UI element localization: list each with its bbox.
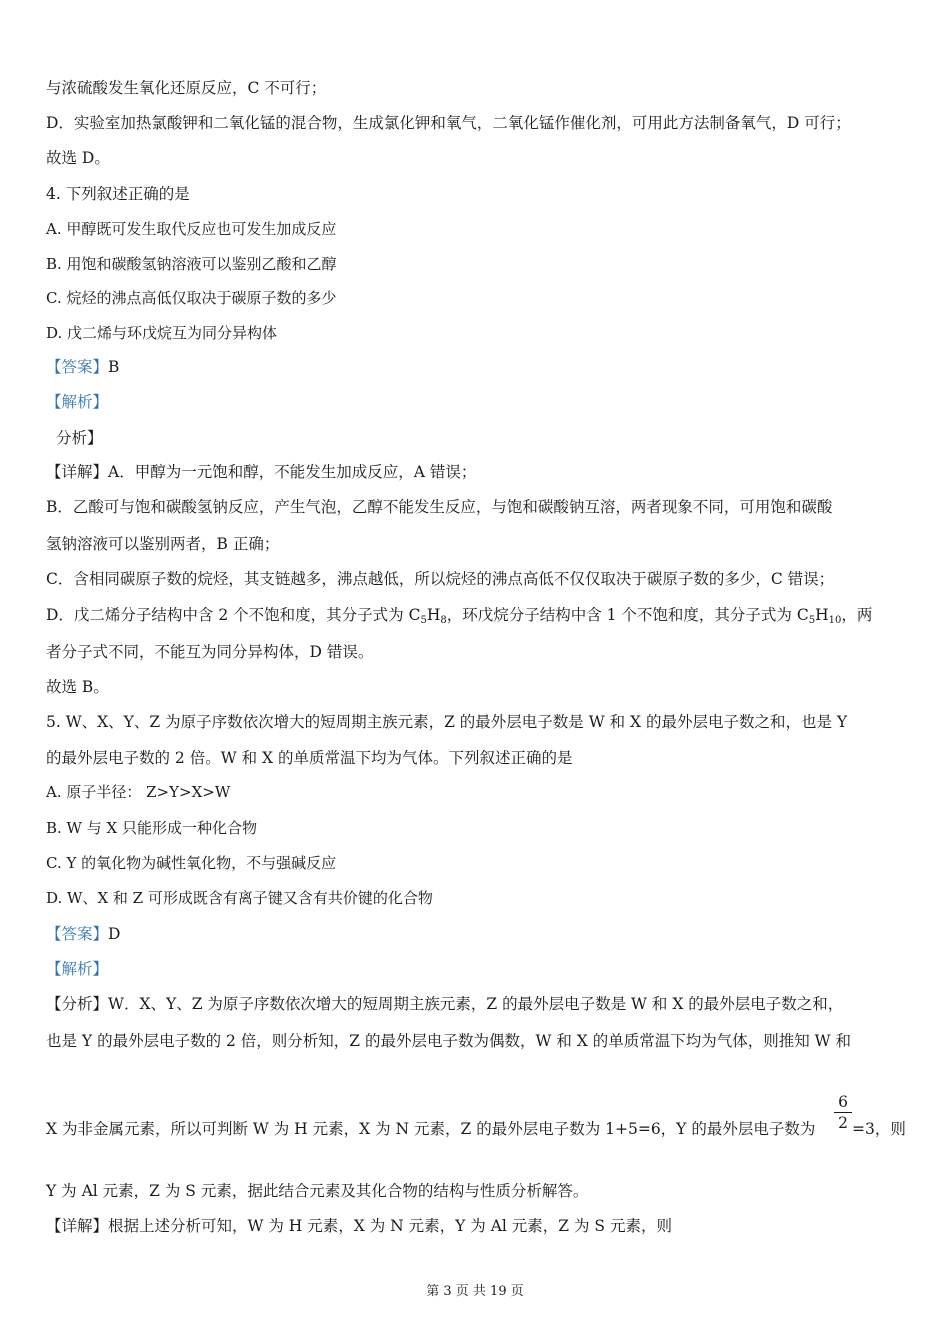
answer-tag: 【答案】 [46, 358, 109, 376]
detail-d-text: D．戊二烯分子结构中含 2 个不饱和度，其分子式为 C [46, 606, 421, 624]
detail-d-text: H [426, 606, 441, 624]
q5-detail [46, 1216, 672, 1236]
q4-analysis-tag: 【解析】 [46, 393, 109, 411]
q5-option-d: D. W、X 和 Z 可形成既含有离子键又含有共价键的化合物 [46, 889, 433, 907]
q4-detail-b2: 氢钠溶液可以鉴别两者，B 正确； [46, 535, 280, 553]
q4-detail-d1 [46, 605, 872, 631]
answer-tag: 【答案】 [46, 925, 109, 943]
q5-fenxi-1 [46, 994, 843, 1014]
q4-detail-d2: 者分子式不同，不能互为同分异构体，D 错误。 [46, 643, 374, 661]
q5-option-a: A. 原子半径： Z>Y>X>W [46, 783, 231, 801]
detail-d-text: ，环戊烷分子结构中含 1 个不饱和度，其分子式为 C [446, 606, 809, 624]
question-5-stem-1: 5. W、X、Y、Z 为原子序数依次增大的短周期主族元素，Z 的最外层电子数是 W 和 X 的最外层电子数之和，也是 Y [46, 713, 848, 731]
q5-answer [46, 924, 120, 944]
detail-text: A．甲醇为一元饱和醇，不能发生加成反应，A 错误； [108, 463, 477, 481]
subscript: 5 [420, 615, 427, 626]
subscript: 8 [440, 615, 447, 626]
q5-fenxi-4: Y 为 Al 元素，Z 为 S 元素，据此结合元素及其化合物的结构与性质分析解答。 [46, 1182, 589, 1200]
fenxi-tag: 【分析】 [46, 995, 109, 1013]
fraction-bar [834, 1112, 852, 1113]
detail-d-text: ，两 [841, 606, 873, 624]
fraction [834, 1093, 852, 1132]
answer-value: D [108, 925, 121, 943]
text-line: 与浓硫酸发生氧化还原反应，C 不可行； [46, 79, 327, 97]
text-line: 故选 D。 [46, 149, 110, 167]
q5-option-b: B. W 与 X 只能形成一种化合物 [46, 819, 257, 837]
detail-tag: 【详解】 [46, 1217, 109, 1235]
q4-conclusion: 故选 B。 [46, 678, 109, 696]
q5-fenxi-3: X 为非金属元素，所以可判断 W 为 H 元素，X 为 N 元素，Z 的最外层电子数为 1+5=6，Y 的最外层电子数为 [46, 1120, 816, 1138]
q4-detail-c: C．含相同碳原子数的烷烃，其支链越多，沸点越低，所以烷烃的沸点高低不仅仅取决于碳原子数的多少，C 错误； [46, 570, 835, 588]
q4-detail-a [46, 462, 476, 482]
q4-option-c: C. 烷烃的沸点高低仅取决于碳原子数的多少 [46, 289, 337, 307]
question-4-stem: 4. 下列叙述正确的是 [46, 185, 190, 203]
subscript: 5 [808, 615, 816, 626]
question-5-stem-2: 的最外层电子数的 2 倍。W 和 X 的单质常温下均为气体。下列叙述正确的是 [46, 749, 573, 767]
answer-value: B [108, 358, 120, 376]
q5-option-c: C. Y 的氧化物为碱性氧化物，不与强碱反应 [46, 854, 337, 872]
subscript: 10 [828, 615, 842, 626]
q4-fenxi: 分析】 [56, 429, 103, 447]
fraction-denominator: 2 [838, 1114, 848, 1132]
detail-tag: 【详解】 [46, 463, 109, 481]
fenxi-text: W．X、Y、Z 为原子序数依次增大的短周期主族元素，Z 的最外层电子数是 W 和 X 的最外层电子数之和， [108, 995, 844, 1013]
q5-fenxi-3-end: =3，则 [852, 1120, 906, 1138]
q4-detail-b1: B．乙酸可与饱和碳酸氢钠反应，产生气泡，乙醇不能发生反应，与饱和碳酸钠互溶，两者现象不同，可用饱和碳酸 [46, 498, 833, 516]
q4-option-b: B. 用饱和碳酸氢钠溶液可以鉴别乙酸和乙醇 [46, 255, 337, 273]
detail-text: 根据上述分析可知，W 为 H 元素，X 为 N 元素，Y 为 Al 元素，Z 为 S 元素，则 [108, 1217, 672, 1235]
q5-analysis-tag: 【解析】 [46, 960, 109, 978]
q4-option-d: D. 戊二烯与环戊烷互为同分异构体 [46, 324, 278, 342]
detail-d-text: H [815, 606, 829, 624]
q4-option-a: A. 甲醇既可发生取代反应也可发生加成反应 [46, 220, 337, 238]
page-footer: 第 3 页 共 19 页 [426, 1284, 524, 1299]
q4-answer [46, 357, 119, 377]
text-line: D．实验室加热氯酸钾和二氧化锰的混合物，生成氯化钾和氧气，二氧化锰作催化剂，可用此方法制备氧气，D 可行； [46, 114, 851, 132]
fraction-numerator: 6 [838, 1093, 848, 1111]
q5-fenxi-2: 也是 Y 的最外层电子数的 2 倍，则分析知，Z 的最外层电子数为偶数，W 和 X 的单质常温下均为气体，则推知 W 和 [46, 1032, 852, 1050]
